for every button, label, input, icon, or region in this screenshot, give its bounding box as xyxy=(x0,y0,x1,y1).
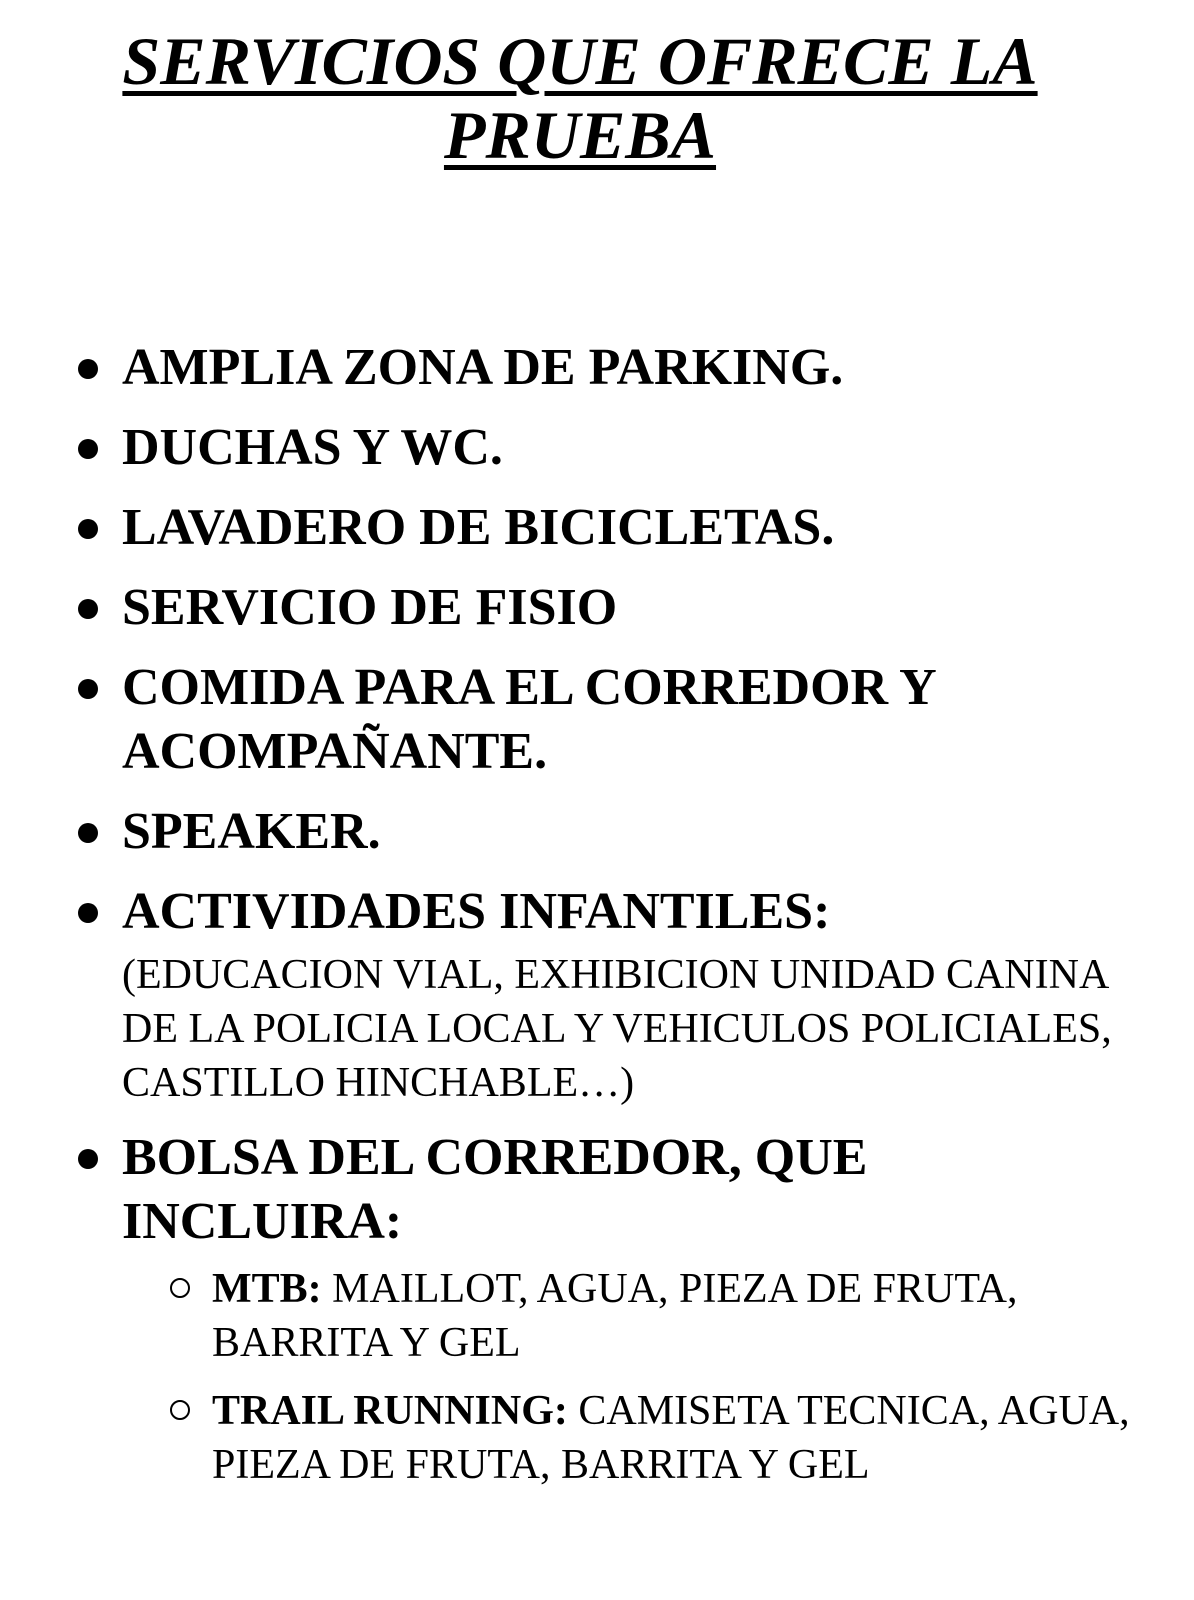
bullet-icon xyxy=(78,359,98,379)
list-item-parking xyxy=(78,336,1158,400)
list-item-physio xyxy=(78,576,1158,640)
list-item-label: SPEAKER. xyxy=(122,803,381,860)
bullet-icon xyxy=(78,679,98,699)
page-title: SERVICIOS QUE OFRECE LA PRUEBA xyxy=(122,23,1038,173)
bullet-icon xyxy=(78,519,98,539)
bullet-icon xyxy=(78,1149,98,1169)
circle-bullet-icon xyxy=(170,1400,190,1420)
runner-bag-sublist xyxy=(122,1262,1158,1492)
services-list xyxy=(78,336,1158,1508)
list-item-speaker xyxy=(78,800,1158,864)
sublist-item-body: MAILLOT, AGUA, PIEZA DE FRUTA, BARRITA Y GEL xyxy=(212,1266,1018,1366)
bullet-icon xyxy=(78,439,98,459)
list-item-showers xyxy=(78,416,1158,480)
list-item-label: ACTIVIDADES INFANTILES: xyxy=(122,883,831,940)
list-item-label: BOLSA DEL CORREDOR, QUE INCLUIRA: xyxy=(122,1129,868,1250)
sublist-item-mtb xyxy=(170,1262,1158,1370)
list-item-bike-wash xyxy=(78,496,1158,560)
sublist-item-body: CAMISETA TECNICA, AGUA, PIEZA DE FRUTA, BARRITA Y GEL xyxy=(212,1388,1130,1488)
sublist-item-trail-running xyxy=(170,1384,1158,1492)
list-item-meal xyxy=(78,656,1158,784)
list-item-kids-activities xyxy=(78,880,1158,1110)
list-item-runner-bag xyxy=(78,1126,1158,1492)
sublist-item-head: TRAIL RUNNING: xyxy=(212,1388,568,1434)
sublist-item-head: MTB: xyxy=(212,1266,322,1312)
list-item-label: LAVADERO DE BICICLETAS. xyxy=(122,499,835,556)
list-item-label: DUCHAS Y WC. xyxy=(122,419,503,476)
bullet-icon xyxy=(78,823,98,843)
list-item-label: AMPLIA ZONA DE PARKING. xyxy=(122,339,844,396)
list-item-detail: (EDUCACION VIAL, EXHIBICION UNIDAD CANINA DE LA POLICIA LOCAL Y VEHICULOS POLICIALES, CASTILLO HINCHABLE…) xyxy=(122,952,1112,1106)
bullet-icon xyxy=(78,903,98,923)
list-item-label: SERVICIO DE FISIO xyxy=(122,579,618,636)
list-item-label: COMIDA PARA EL CORREDOR Y ACOMPAÑANTE. xyxy=(122,659,935,780)
bullet-icon xyxy=(78,599,98,619)
circle-bullet-icon xyxy=(170,1278,190,1298)
